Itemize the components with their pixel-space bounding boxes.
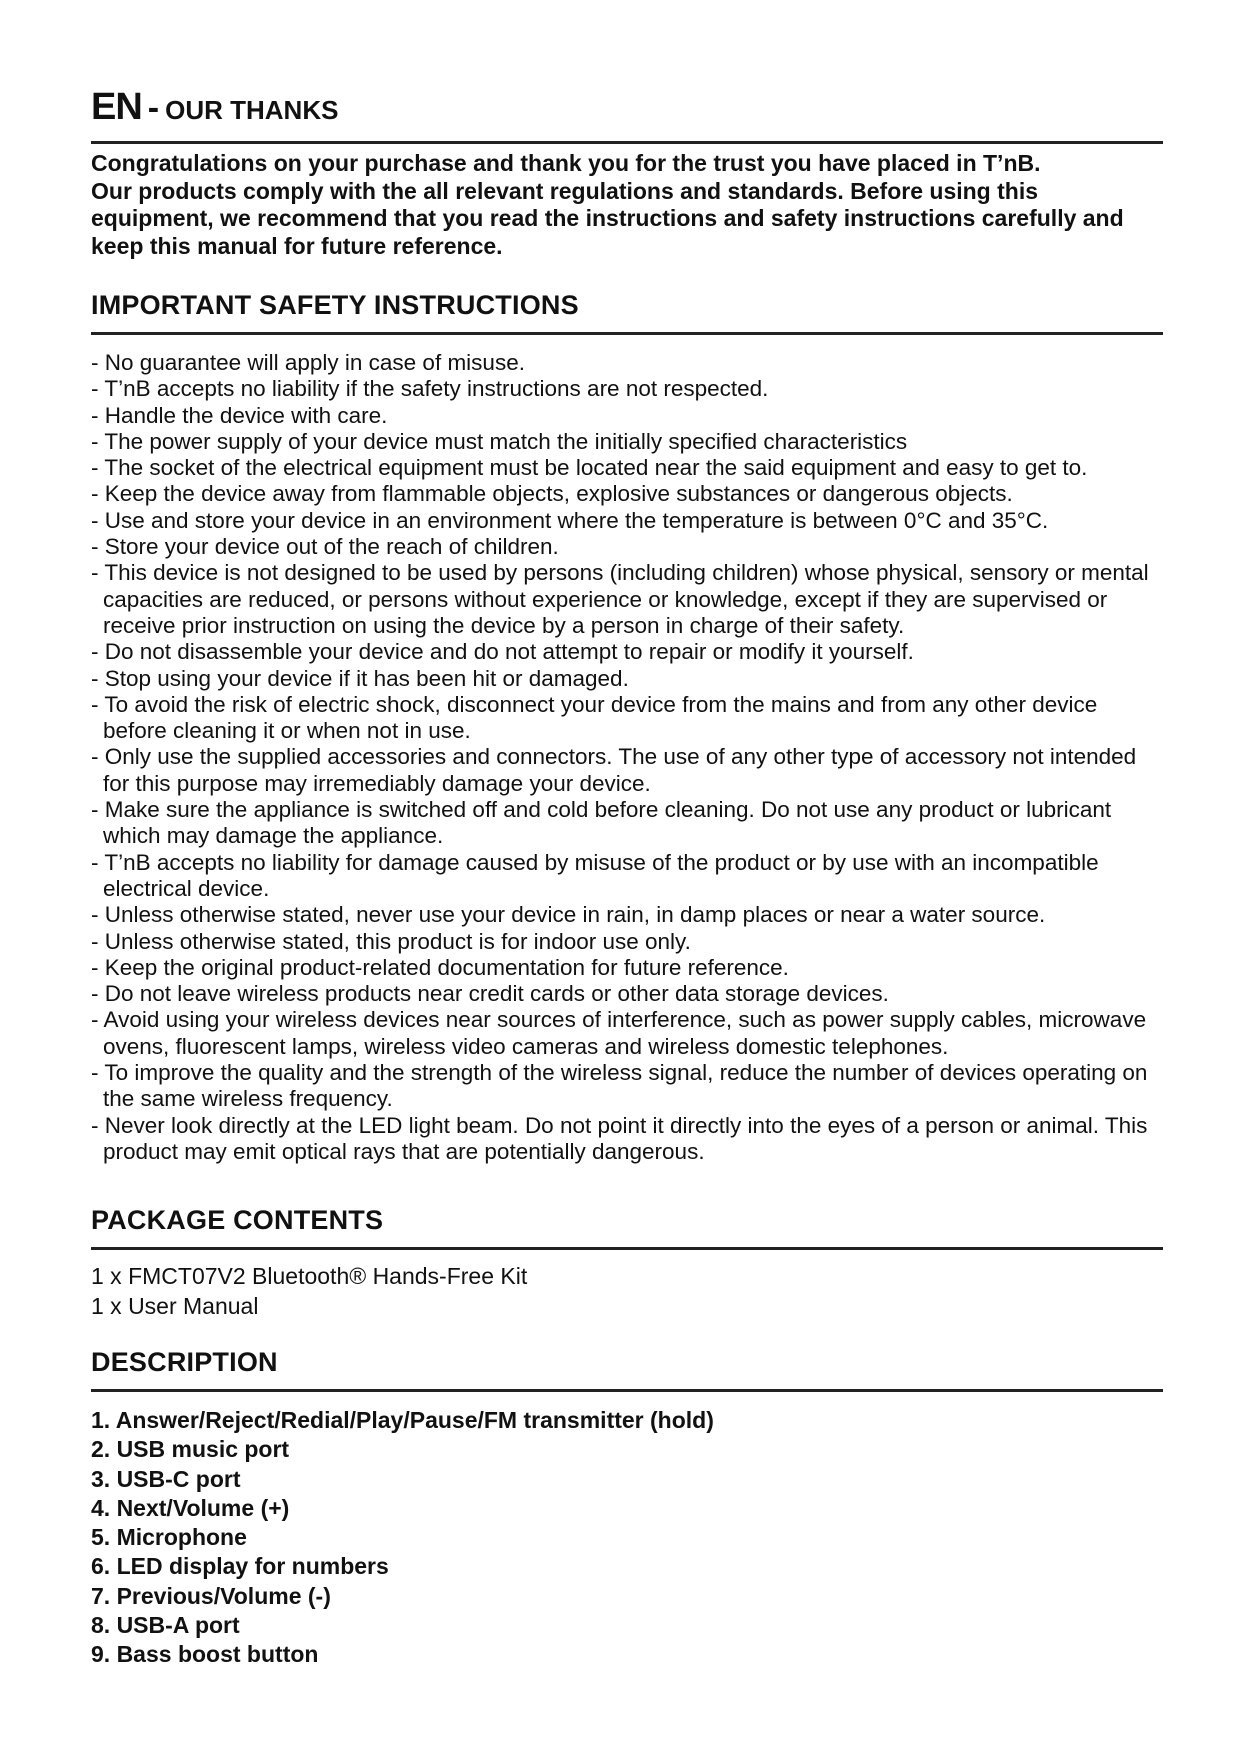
list-item: 1 x FMCT07V2 Bluetooth® Hands-Free Kit [91, 1263, 528, 1289]
list-item: - Handle the device with care. [91, 402, 388, 428]
list-item: - To avoid the risk of electric shock, disconnect your device from the mains and from any other device before cleaning it or when not in use. [91, 691, 1098, 744]
list-item: - Use and store your device in an environment where the temperature is between 0°C and 35°C. [91, 507, 1049, 533]
description-title: DESCRIPTION [91, 1347, 278, 1377]
safety-title: IMPORTANT SAFETY INSTRUCTIONS [91, 290, 579, 320]
list-item: - To improve the quality and the strength of the wireless signal, reduce the number of devices operating on the same wireless frequency. [91, 1060, 1148, 1112]
divider-description [91, 1389, 1163, 1392]
safety-instructions-list [91, 350, 1163, 1165]
divider-package [91, 1247, 1163, 1250]
list-item: 6. LED display for numbers [91, 1553, 389, 1580]
page-title [91, 86, 338, 129]
list-item: - This device is not designed to be used by persons (including children) whose physical, sensory or mental capacities are reduced, or persons without experience or knowledge, except if they are supervised or receive prior instruction on using the device by a person in charge of their safety. [91, 560, 1149, 638]
section-heading-thanks: OUR THANKS [165, 95, 339, 125]
description-list [91, 1406, 714, 1670]
package-contents-list [91, 1262, 527, 1321]
list-item: - The power supply of your device must match the initially specified characteristics [91, 428, 908, 454]
intro-paragraph-2: Our products comply with the all relevant regulations and standards. Before using this equipment, we recommend that you read the instructions and safety instructions carefully and keep this manual for future reference. [91, 177, 1124, 259]
list-item: 1 x User Manual [91, 1292, 259, 1319]
language-code: EN [91, 86, 142, 128]
list-item: 7. Previous/Volume (-) [91, 1582, 331, 1609]
list-item: 4. Next/Volume (+) [91, 1494, 290, 1521]
list-item: - T’nB accepts no liability for damage caused by misuse of the product or by use with an incompatible electrical device. [91, 849, 1099, 901]
list-item: - Keep the device away from flammable objects, explosive substances or dangerous objects. [91, 481, 1013, 507]
list-item: - No guarantee will apply in case of misuse. [91, 350, 525, 375]
list-item: - Do not leave wireless products near credit cards or other data storage devices. [91, 981, 889, 1007]
list-item: - Do not disassemble your device and do not attempt to repair or modify it yourself. [91, 639, 914, 665]
list-item: - Never look directly at the LED light beam. Do not point it directly into the eyes of a person or animal. This product may emit optical rays that are potentially dangerous. [91, 1112, 1148, 1164]
list-item: - Stop using your device if it has been hit or damaged. [91, 665, 629, 691]
package-title: PACKAGE CONTENTS [91, 1205, 384, 1235]
list-item: - Store your device out of the reach of children. [91, 534, 559, 560]
list-item: - Unless otherwise stated, never use your device in rain, in damp places or near a water source. [91, 902, 1046, 928]
divider-thanks [91, 141, 1163, 144]
list-item: - Unless otherwise stated, this product is for indoor use only. [91, 928, 691, 954]
list-item: 2. USB music port [91, 1436, 290, 1463]
intro-text [91, 150, 1163, 260]
list-item: 8. USB-A port [91, 1612, 240, 1639]
list-item: 3. USB-C port [91, 1465, 241, 1492]
list-item: - T’nB accepts no liability if the safety instructions are not respected. [91, 376, 769, 402]
list-item: - Make sure the appliance is switched off and cold before cleaning. Do not use any product or lubricant which may damage the appliance. [91, 797, 1112, 849]
list-item: 9. Bass boost button [91, 1641, 319, 1668]
divider-safety [91, 332, 1163, 335]
title-separator: - [147, 89, 160, 127]
list-item: - The socket of the electrical equipment must be located near the said equipment and easy to get to. [91, 455, 1088, 481]
list-item: - Only use the supplied accessories and connectors. The use of any other type of accessory not intended for this purpose may irremediably damage your device. [91, 744, 1137, 796]
list-item: 5. Microphone [91, 1524, 247, 1551]
list-item: - Avoid using your wireless devices near sources of interference, such as power supply cables, microwave ovens, fluorescent lamps, wireless video cameras and wireless domestic telephones. [91, 1007, 1147, 1059]
list-item: 1. Answer/Reject/Redial/Play/Pause/FM transmitter (hold) [91, 1407, 714, 1433]
list-item: - Keep the original product-related documentation for future reference. [91, 954, 789, 980]
intro-paragraph-1: Congratulations on your purchase and thank you for the trust you have placed in T’nB. [91, 150, 1041, 176]
